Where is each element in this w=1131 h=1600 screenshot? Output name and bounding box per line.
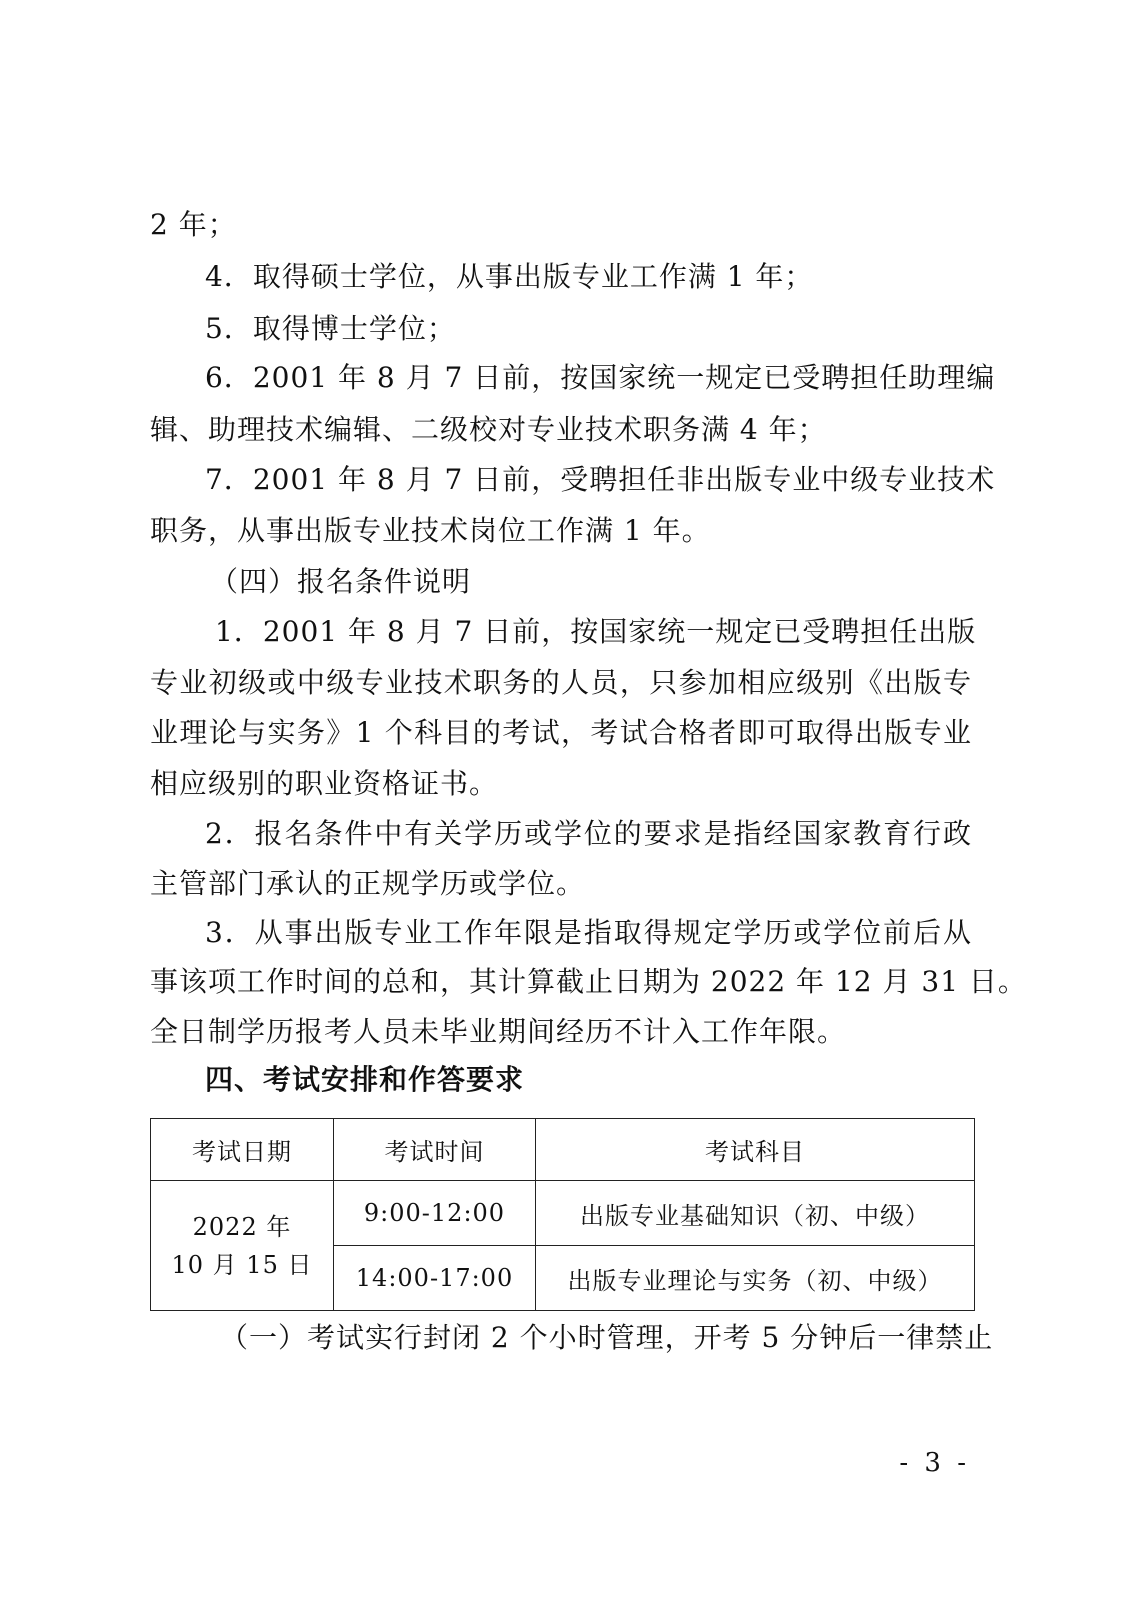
page-number: - 3 - [899, 1448, 970, 1478]
subsection-heading: （四）报名条件说明 [210, 565, 472, 598]
paragraph-line: 主管部门承认的正规学历或学位。 [150, 867, 586, 900]
paragraph-line: 1．2001 年 8 月 7 日前，按国家统一规定已受聘担任出版 [215, 615, 977, 648]
paragraph-line: 4．取得硕士学位，从事出版专业工作满 1 年； [205, 260, 814, 293]
paragraph-line: 3．从事出版专业工作年限是指取得规定学历或学位前后从 [205, 916, 972, 949]
exam-date-day: 10 月 15 日 [171, 1250, 313, 1279]
table-row [151, 1181, 975, 1246]
paragraph-line: 专业初级或中级专业技术职务的人员，只参加相应级别《出版专 [150, 666, 972, 699]
exam-schedule-table [150, 1118, 975, 1311]
exam-subject-cell: 出版专业基础知识（初、中级） [536, 1181, 975, 1246]
table-header-row [151, 1119, 975, 1181]
section-heading: 四、考试安排和作答要求 [205, 1063, 525, 1096]
header-time: 考试时间 [334, 1119, 536, 1181]
paragraph-line: 2 年； [150, 208, 237, 241]
exam-subject-cell: 出版专业理论与实务（初、中级） [536, 1246, 975, 1311]
paragraph-line: 业理论与实务》1 个科目的考试，考试合格者即可取得出版专业 [150, 716, 972, 749]
paragraph-line: 辑、助理技术编辑、二级校对专业技术职务满 4 年； [150, 413, 827, 446]
header-subject: 考试科目 [536, 1119, 975, 1181]
paragraph-line: 职务，从事出版专业技术岗位工作满 1 年。 [150, 514, 711, 547]
header-date: 考试日期 [151, 1119, 334, 1181]
exam-date-cell [151, 1181, 334, 1311]
paragraph-line: （一）考试实行封闭 2 个小时管理，开考 5 分钟后一律禁止 [220, 1321, 994, 1354]
paragraph-line: 事该项工作时间的总和，其计算截止日期为 2022 年 12 月 31 日。 [150, 965, 1027, 998]
paragraph-line: 相应级别的职业资格证书。 [150, 767, 499, 800]
paragraph-line: 全日制学历报考人员未毕业期间经历不计入工作年限。 [150, 1015, 847, 1048]
exam-date-year: 2022 年 [192, 1212, 292, 1241]
exam-time-cell: 9:00-12:00 [334, 1181, 536, 1246]
paragraph-line: 5．取得博士学位； [205, 312, 456, 345]
paragraph-line: 6．2001 年 8 月 7 日前，按国家统一规定已受聘担任助理编 [205, 361, 996, 394]
exam-time-cell: 14:00-17:00 [334, 1246, 536, 1311]
paragraph-line: 7．2001 年 8 月 7 日前，受聘担任非出版专业中级专业技术 [205, 463, 996, 496]
paragraph-line: 2．报名条件中有关学历或学位的要求是指经国家教育行政 [205, 817, 972, 850]
